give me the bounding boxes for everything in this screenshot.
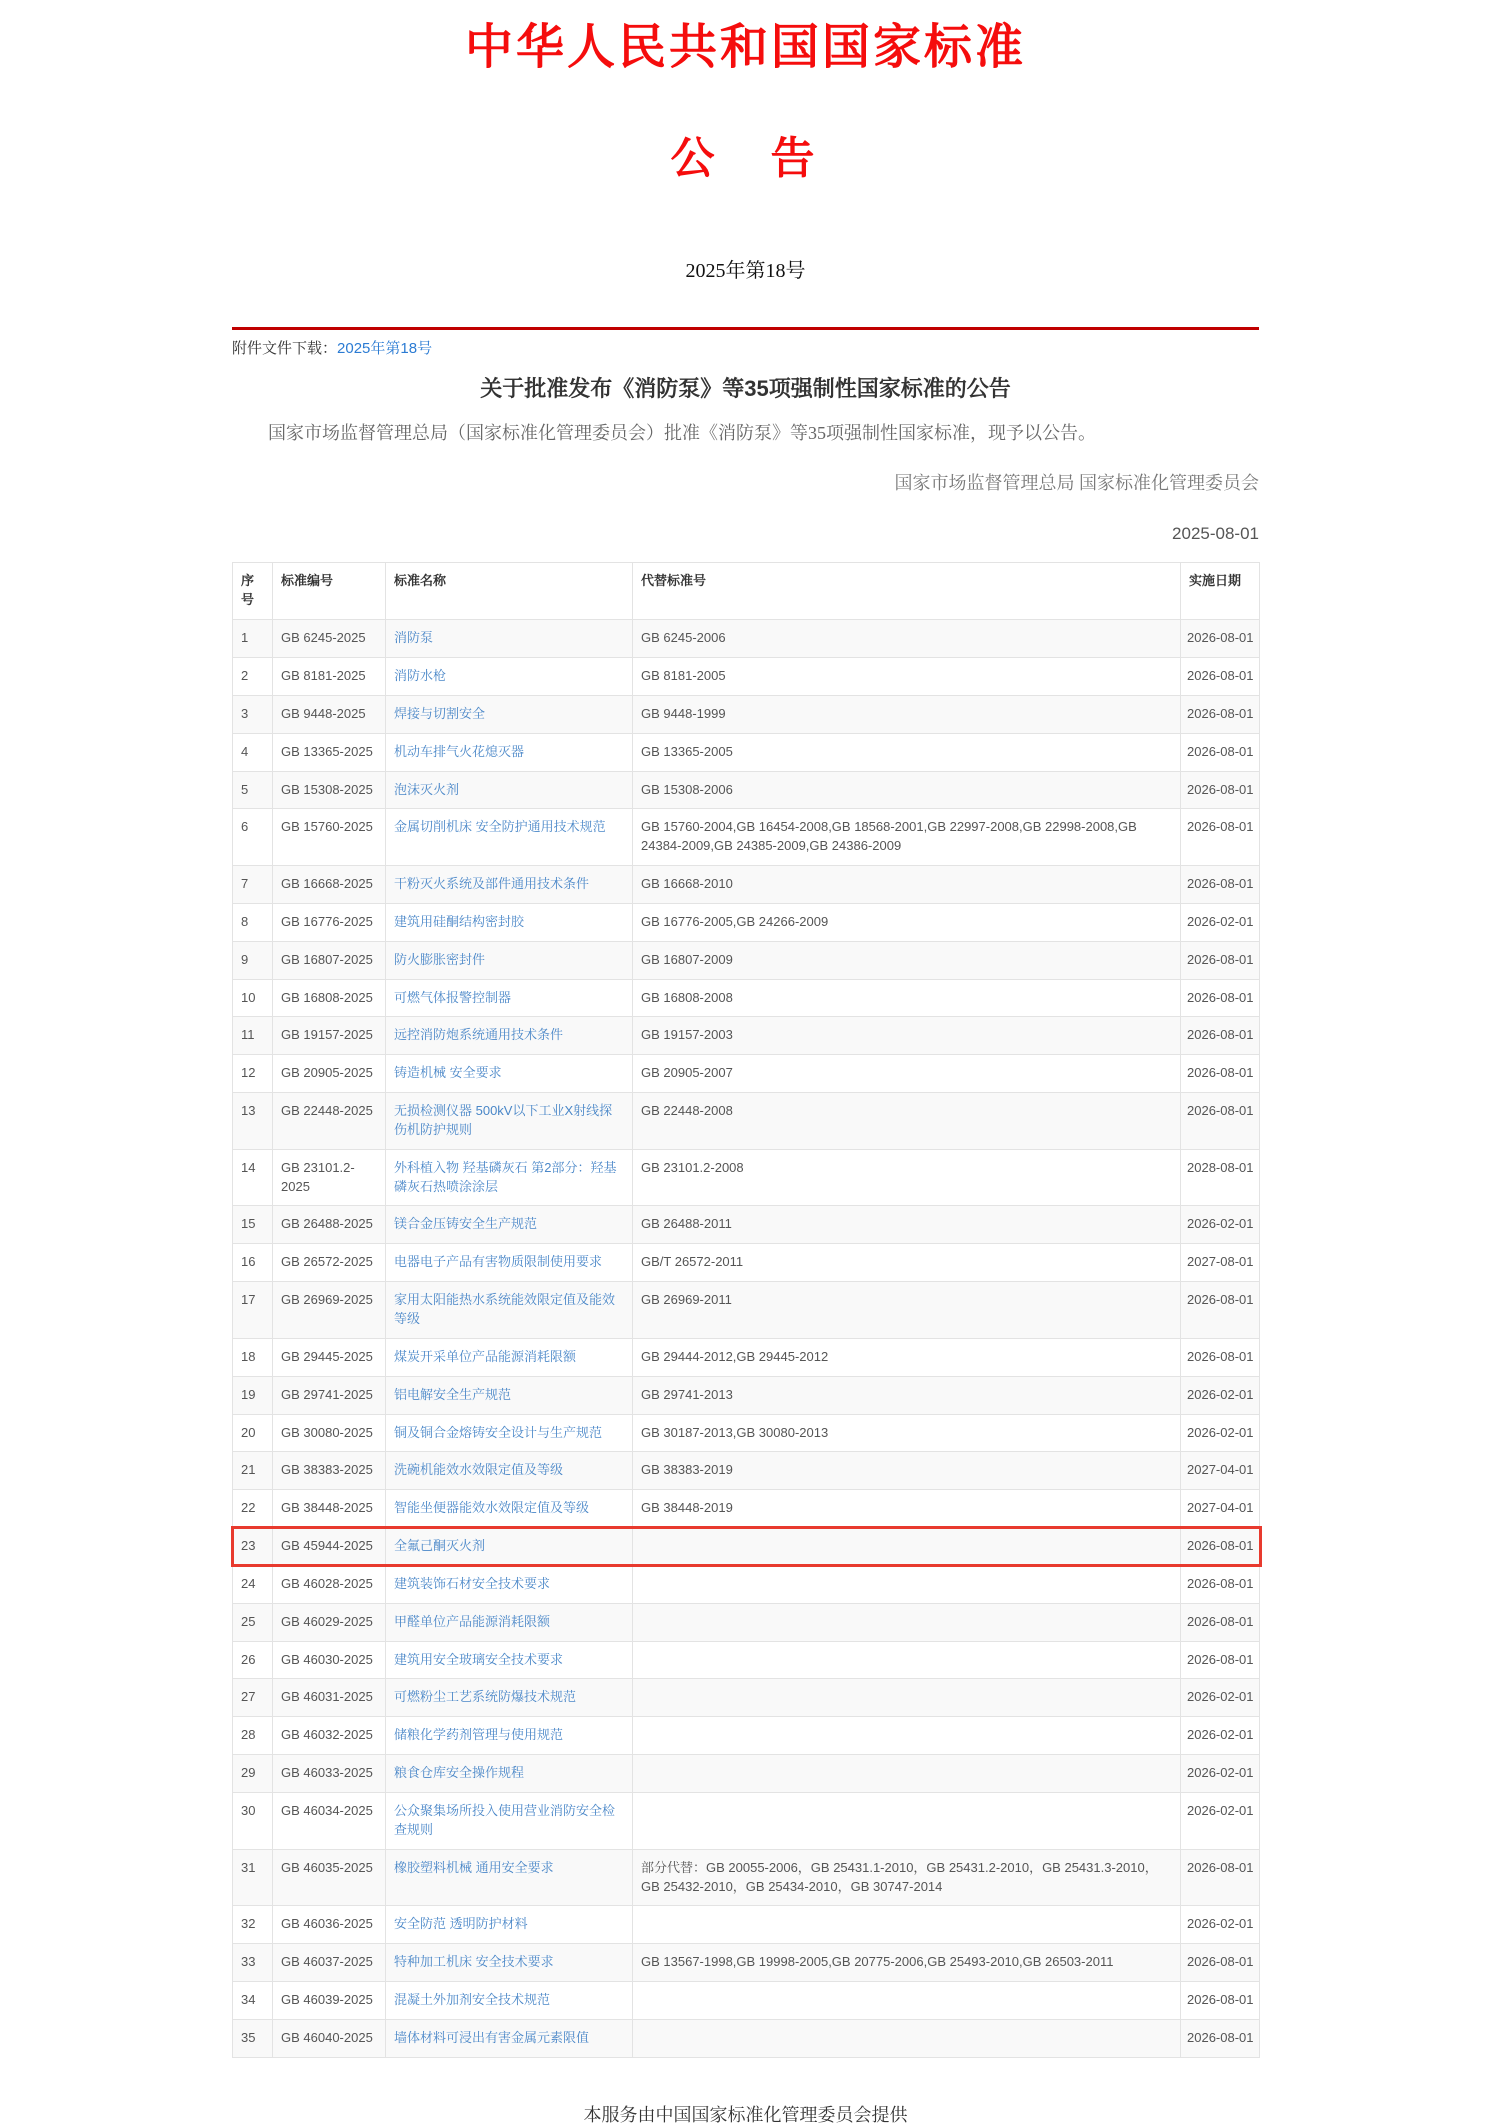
cell-code: GB 22448-2025 (273, 1093, 386, 1150)
cell-replaces: GB 22448-2008 (633, 1093, 1181, 1150)
standard-name-link[interactable]: 粮食仓库安全操作规程 (394, 1765, 525, 1781)
cell-code: GB 20905-2025 (273, 1055, 386, 1093)
cell-date: 2026-02-01 (1181, 1717, 1260, 1755)
cell-code: GB 46036-2025 (273, 1906, 386, 1944)
table-row (233, 1717, 1260, 1755)
cell-replaces: GB 6245-2006 (633, 620, 1181, 658)
notice-title: 关于批准发布《消防泵》等35项强制性国家标准的公告 (480, 376, 1011, 402)
table-row (233, 809, 1260, 866)
cell-date: 2026-08-01 (1181, 2019, 1260, 2057)
standard-name-link[interactable]: 铝电解安全生产规范 (394, 1386, 512, 1402)
cell-replaces: GB 16776-2005,GB 24266-2009 (633, 903, 1181, 941)
cell-name (386, 1452, 633, 1490)
cell-replaces: GB 9448-1999 (633, 695, 1181, 733)
table-row (233, 1149, 1260, 1206)
standard-name-link[interactable]: 消防泵 (394, 630, 434, 646)
cell-seq: 21 (233, 1452, 273, 1490)
cell-seq: 15 (233, 1206, 273, 1244)
issue-number: 2025年第18号 (685, 260, 806, 283)
table-row (233, 1338, 1260, 1376)
cell-date: 2026-08-01 (1181, 866, 1260, 904)
page-title: 中华人民共和国国家标准 (464, 21, 1026, 74)
cell-seq: 26 (233, 1641, 273, 1679)
header-name: 标准名称 (386, 563, 633, 620)
cell-date: 2026-08-01 (1181, 733, 1260, 771)
cell-replaces (633, 1717, 1181, 1755)
cell-replaces: GB 15760-2004,GB 16454-2008,GB 18568-2001,GB 22997-2008,GB 22998-2008,GB 24384-2009,GB 24385-2009,GB 24386-2009 (633, 809, 1181, 866)
table-row (233, 1206, 1260, 1244)
page-content (232, 22, 1259, 2127)
cell-date: 2027-04-01 (1181, 1490, 1260, 1528)
standard-name-link[interactable]: 泡沫灭火剂 (394, 781, 460, 797)
cell-name (386, 941, 633, 979)
table-row (233, 1055, 1260, 1093)
attachment-label: 附件文件下载： (232, 340, 338, 358)
cell-code: GB 19157-2025 (273, 1017, 386, 1055)
standard-name-link[interactable]: 全氟己酮灭火剂 (394, 1538, 486, 1554)
standards-table (232, 562, 1260, 2057)
cell-date: 2026-08-01 (1181, 1338, 1260, 1376)
cell-code: GB 46039-2025 (273, 1982, 386, 2020)
standard-name-link[interactable]: 外科植入物 羟基磷灰石 第2部分：羟基磷灰石热喷涂涂层 (394, 1159, 617, 1194)
cell-seq: 33 (233, 1944, 273, 1982)
standard-name-link[interactable]: 铸造机械 安全要求 (394, 1065, 502, 1081)
standard-name-link[interactable]: 煤炭开采单位产品能源消耗限额 (394, 1348, 577, 1364)
standard-name-link[interactable]: 远控消防炮系统通用技术条件 (394, 1027, 564, 1043)
cell-seq: 13 (233, 1093, 273, 1150)
cell-date: 2026-08-01 (1181, 1093, 1260, 1150)
cell-replaces: GB 23101.2-2008 (633, 1149, 1181, 1206)
attachment-download-link[interactable]: 2025年第18号 (337, 340, 433, 358)
cell-name (386, 1849, 633, 1906)
cell-seq: 34 (233, 1982, 273, 2020)
cell-name (386, 657, 633, 695)
standard-name-link[interactable]: 家用太阳能热水系统能效限定值及能效等级 (394, 1292, 616, 1327)
standard-name-link[interactable]: 消防水枪 (394, 667, 447, 683)
cell-replaces: 部分代替：GB 20055-2006，GB 25431.1-2010，GB 25431.2-2010，GB 25431.3-2010，GB 25432-2010，GB 25434-2010，GB 30747-2014 (633, 1849, 1181, 1906)
cell-seq: 24 (233, 1565, 273, 1603)
cell-date: 2026-08-01 (1181, 657, 1260, 695)
standard-name-link[interactable]: 安全防范 透明防护材料 (394, 1916, 528, 1932)
cell-name (386, 903, 633, 941)
cell-date: 2026-08-01 (1181, 1603, 1260, 1641)
table-row (233, 903, 1260, 941)
standard-name-link[interactable]: 建筑用硅酮结构密封胶 (394, 913, 525, 929)
signature-line: 国家市场监督管理总局 国家标准化管理委员会 (894, 472, 1259, 493)
cell-date: 2026-02-01 (1181, 1792, 1260, 1849)
cell-seq: 8 (233, 903, 273, 941)
cell-replaces (633, 1755, 1181, 1793)
cell-seq: 14 (233, 1149, 273, 1206)
cell-replaces (633, 2019, 1181, 2057)
cell-replaces: GB 13365-2005 (633, 733, 1181, 771)
cell-date: 2026-08-01 (1181, 1017, 1260, 1055)
cell-date: 2026-08-01 (1181, 941, 1260, 979)
table-row (233, 1944, 1260, 1982)
cell-replaces: GB 20905-2007 (633, 1055, 1181, 1093)
cell-date: 2026-08-01 (1181, 1565, 1260, 1603)
table-row (233, 1565, 1260, 1603)
cell-replaces: GB 30187-2013,GB 30080-2013 (633, 1414, 1181, 1452)
table-row-highlighted (233, 1528, 1260, 1566)
cell-code: GB 26488-2025 (273, 1206, 386, 1244)
cell-code: GB 46029-2025 (273, 1603, 386, 1641)
cell-name (386, 1982, 633, 2020)
cell-name (386, 979, 633, 1017)
table-row (233, 657, 1260, 695)
cell-seq: 18 (233, 1338, 273, 1376)
cell-seq: 12 (233, 1055, 273, 1093)
cell-date: 2026-08-01 (1181, 1849, 1260, 1906)
cell-code: GB 46033-2025 (273, 1755, 386, 1793)
cell-code: GB 23101.2-2025 (273, 1149, 386, 1206)
cell-name (386, 1206, 633, 1244)
notice-body: 国家市场监督管理总局（国家标准化管理委员会）批准《消防泵》等35项强制性国家标准，现予以公告。 (268, 422, 1096, 443)
cell-replaces: GB 26969-2011 (633, 1282, 1181, 1339)
standard-name-link[interactable]: 混凝土外加剂安全技术规范 (394, 1992, 551, 2008)
cell-code: GB 46032-2025 (273, 1717, 386, 1755)
table-row (233, 2019, 1260, 2057)
cell-code: GB 46035-2025 (273, 1849, 386, 1906)
cell-date: 2026-08-01 (1181, 771, 1260, 809)
standard-name-link[interactable]: 智能坐便器能效水效限定值及等级 (394, 1500, 590, 1516)
header-replaces: 代替标准号 (633, 563, 1181, 620)
cell-date: 2026-08-01 (1181, 1944, 1260, 1982)
standard-name-link[interactable]: 储粮化学药剂管理与使用规范 (394, 1727, 564, 1743)
table-row (233, 979, 1260, 1017)
cell-name (386, 733, 633, 771)
cell-code: GB 46034-2025 (273, 1792, 386, 1849)
cell-name (386, 866, 633, 904)
cell-replaces: GB 16808-2008 (633, 979, 1181, 1017)
cell-replaces: GB 38448-2019 (633, 1490, 1181, 1528)
cell-code: GB 46030-2025 (273, 1641, 386, 1679)
table-row (233, 1603, 1260, 1641)
cell-date: 2027-04-01 (1181, 1452, 1260, 1490)
cell-seq: 31 (233, 1849, 273, 1906)
cell-replaces (633, 1679, 1181, 1717)
table-row (233, 941, 1260, 979)
cell-replaces: GB 13567-1998,GB 19998-2005,GB 20775-2006,GB 25493-2010,GB 26503-2011 (633, 1944, 1181, 1982)
cell-name (386, 1944, 633, 1982)
cell-code: GB 15760-2025 (273, 809, 386, 866)
cell-replaces: GB 26488-2011 (633, 1206, 1181, 1244)
cell-name (386, 2019, 633, 2057)
cell-replaces: GB 19157-2003 (633, 1017, 1181, 1055)
cell-seq: 10 (233, 979, 273, 1017)
table-header-row (233, 563, 1260, 620)
cell-replaces (633, 1528, 1181, 1566)
header-seq: 序号 (233, 563, 273, 620)
cell-replaces (633, 1641, 1181, 1679)
table-row (233, 1093, 1260, 1150)
cell-code: GB 8181-2025 (273, 657, 386, 695)
cell-date: 2028-08-01 (1181, 1149, 1260, 1206)
standard-name-link[interactable]: 洗碗机能效水效限定值及等级 (394, 1462, 564, 1478)
cell-name (386, 695, 633, 733)
cell-name (386, 1528, 633, 1566)
cell-code: GB 46037-2025 (273, 1944, 386, 1982)
cell-code: GB 16776-2025 (273, 903, 386, 941)
cell-name (386, 1017, 633, 1055)
cell-seq: 1 (233, 620, 273, 658)
standard-name-link[interactable]: 墙体材料可浸出有害金属元素限值 (394, 2029, 590, 2045)
table-row (233, 1906, 1260, 1944)
cell-name (386, 1055, 633, 1093)
cell-name (386, 1282, 633, 1339)
cell-code: GB 38448-2025 (273, 1490, 386, 1528)
cell-seq: 23 (233, 1528, 273, 1566)
cell-code: GB 30080-2025 (273, 1414, 386, 1452)
table-row (233, 620, 1260, 658)
cell-code: GB 13365-2025 (273, 733, 386, 771)
site-footer: 本服务由中国国家标准化管理委员会提供 (583, 2104, 908, 2125)
table-row (233, 866, 1260, 904)
cell-date: 2026-02-01 (1181, 1755, 1260, 1793)
standard-name-link[interactable]: 防火膨胀密封件 (394, 951, 486, 967)
cell-date: 2026-08-01 (1181, 1641, 1260, 1679)
cell-seq: 30 (233, 1792, 273, 1849)
cell-seq: 29 (233, 1755, 273, 1793)
cell-date: 2026-02-01 (1181, 903, 1260, 941)
cell-seq: 32 (233, 1906, 273, 1944)
cell-seq: 3 (233, 695, 273, 733)
cell-replaces (633, 1792, 1181, 1849)
cell-code: GB 26969-2025 (273, 1282, 386, 1339)
cell-name (386, 1414, 633, 1452)
cell-code: GB 16808-2025 (273, 979, 386, 1017)
cell-code: GB 9448-2025 (273, 695, 386, 733)
cell-replaces: GB 29741-2013 (633, 1376, 1181, 1414)
cell-name (386, 1641, 633, 1679)
cell-seq: 7 (233, 866, 273, 904)
cell-replaces (633, 1906, 1181, 1944)
cell-name (386, 1679, 633, 1717)
cell-replaces: GB 29444-2012,GB 29445-2012 (633, 1338, 1181, 1376)
cell-name (386, 1717, 633, 1755)
standard-name-link[interactable]: 可燃粉尘工艺系统防爆技术规范 (394, 1689, 577, 1705)
cell-name (386, 1149, 633, 1206)
cell-code: GB 16668-2025 (273, 866, 386, 904)
cell-code: GB 29445-2025 (273, 1338, 386, 1376)
cell-name (386, 1565, 633, 1603)
cell-code: GB 38383-2025 (273, 1452, 386, 1490)
cell-seq: 27 (233, 1679, 273, 1717)
cell-name (386, 1792, 633, 1849)
cell-seq: 4 (233, 733, 273, 771)
cell-code: GB 26572-2025 (273, 1244, 386, 1282)
standard-name-link[interactable]: 甲醛单位产品能源消耗限额 (394, 1613, 551, 1629)
table-row (233, 1452, 1260, 1490)
table-row (233, 1982, 1260, 2020)
standard-name-link[interactable]: 铜及铜合金熔铸安全设计与生产规范 (394, 1424, 603, 1440)
table-row (233, 733, 1260, 771)
announcement-subtitle: 公 告 (670, 133, 821, 183)
cell-name (386, 771, 633, 809)
cell-name (386, 1755, 633, 1793)
cell-seq: 9 (233, 941, 273, 979)
cell-replaces: GB/T 26572-2011 (633, 1244, 1181, 1282)
standard-name-link[interactable]: 公众聚集场所投入使用营业消防安全检查规则 (394, 1802, 616, 1837)
standards-table-body (233, 620, 1260, 2058)
cell-seq: 35 (233, 2019, 273, 2057)
table-row (233, 1376, 1260, 1414)
cell-seq: 19 (233, 1376, 273, 1414)
table-row (233, 1414, 1260, 1452)
cell-seq: 17 (233, 1282, 273, 1339)
cell-code: GB 46028-2025 (273, 1565, 386, 1603)
standard-name-link[interactable]: 金属切削机床 安全防护通用技术规范 (394, 819, 606, 835)
standard-name-link[interactable]: 建筑装饰石材安全技术要求 (394, 1575, 551, 1591)
cell-code: GB 45944-2025 (273, 1528, 386, 1566)
cell-name (386, 1490, 633, 1528)
cell-code: GB 46031-2025 (273, 1679, 386, 1717)
cell-name (386, 1906, 633, 1944)
cell-date: 2026-02-01 (1181, 1206, 1260, 1244)
table-row (233, 1017, 1260, 1055)
table-row (233, 1849, 1260, 1906)
standard-name-link[interactable]: 橡胶塑料机械 通用安全要求 (394, 1859, 554, 1875)
cell-replaces (633, 1565, 1181, 1603)
cell-date: 2026-02-01 (1181, 1414, 1260, 1452)
standard-name-link[interactable]: 电器电子产品有害物质限制使用要求 (394, 1254, 603, 1270)
standard-name-link[interactable]: 干粉灭火系统及部件通用技术条件 (394, 876, 590, 892)
cell-name (386, 1338, 633, 1376)
cell-seq: 22 (233, 1490, 273, 1528)
cell-replaces: GB 16668-2010 (633, 866, 1181, 904)
table-row (233, 1641, 1260, 1679)
table-row (233, 1679, 1260, 1717)
cell-replaces: GB 16807-2009 (633, 941, 1181, 979)
cell-name (386, 620, 633, 658)
standard-name-link[interactable]: 机动车排气火花熄灭器 (394, 743, 525, 759)
publish-date: 2025-08-01 (1172, 524, 1259, 544)
cell-date: 2026-08-01 (1181, 1982, 1260, 2020)
cell-code: GB 16807-2025 (273, 941, 386, 979)
standard-name-link[interactable]: 建筑用安全玻璃安全技术要求 (394, 1651, 564, 1667)
cell-name (386, 1093, 633, 1150)
cell-seq: 16 (233, 1244, 273, 1282)
standard-name-link[interactable]: 镁合金压铸安全生产规范 (394, 1216, 538, 1232)
cell-seq: 6 (233, 809, 273, 866)
cell-date: 2026-08-01 (1181, 1282, 1260, 1339)
cell-date: 2026-08-01 (1181, 979, 1260, 1017)
cell-date: 2026-08-01 (1181, 1528, 1260, 1566)
cell-replaces (633, 1603, 1181, 1641)
standard-name-link[interactable]: 特种加工机床 安全技术要求 (394, 1954, 554, 1970)
cell-seq: 25 (233, 1603, 273, 1641)
cell-date: 2026-02-01 (1181, 1376, 1260, 1414)
standard-name-link[interactable]: 无损检测仪器 500kV以下工业X射线探伤机防护规则 (394, 1103, 613, 1137)
table-row (233, 771, 1260, 809)
cell-code: GB 15308-2025 (273, 771, 386, 809)
attachment-bar (232, 330, 1259, 359)
cell-name (386, 1603, 633, 1641)
cell-date: 2026-08-01 (1181, 809, 1260, 866)
cell-code: GB 6245-2025 (273, 620, 386, 658)
standard-name-link[interactable]: 焊接与切割安全 (394, 705, 486, 721)
cell-replaces (633, 1982, 1181, 2020)
table-row (233, 1244, 1260, 1282)
cell-name (386, 1244, 633, 1282)
table-row (233, 1490, 1260, 1528)
cell-seq: 11 (233, 1017, 273, 1055)
cell-seq: 2 (233, 657, 273, 695)
table-row (233, 1282, 1260, 1339)
table-row (233, 1755, 1260, 1793)
cell-date: 2026-02-01 (1181, 1679, 1260, 1717)
cell-date: 2026-08-01 (1181, 620, 1260, 658)
table-row (233, 1792, 1260, 1849)
cell-seq: 28 (233, 1717, 273, 1755)
cell-date: 2026-02-01 (1181, 1906, 1260, 1944)
header-date: 实施日期 (1181, 563, 1260, 620)
cell-name (386, 809, 633, 866)
cell-name (386, 1376, 633, 1414)
cell-seq: 5 (233, 771, 273, 809)
cell-code: GB 29741-2025 (273, 1376, 386, 1414)
header-code: 标准编号 (273, 563, 386, 620)
table-row (233, 695, 1260, 733)
cell-seq: 20 (233, 1414, 273, 1452)
cell-date: 2026-08-01 (1181, 1055, 1260, 1093)
cell-replaces: GB 15308-2006 (633, 771, 1181, 809)
cell-code: GB 46040-2025 (273, 2019, 386, 2057)
cell-date: 2027-08-01 (1181, 1244, 1260, 1282)
cell-replaces: GB 38383-2019 (633, 1452, 1181, 1490)
standard-name-link[interactable]: 可燃气体报警控制器 (394, 989, 512, 1005)
cell-date: 2026-08-01 (1181, 695, 1260, 733)
cell-replaces: GB 8181-2005 (633, 657, 1181, 695)
